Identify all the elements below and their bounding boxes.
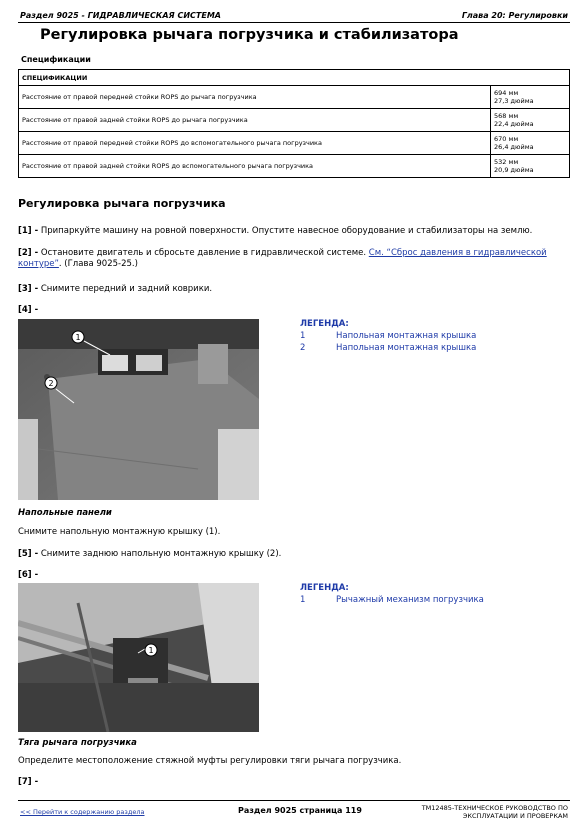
- legend-item: 1 Рычажный механизм погрузчика: [300, 595, 484, 605]
- callout-1: 1: [75, 333, 81, 342]
- table-row: [19, 132, 570, 155]
- floor-panels-photo: [18, 319, 259, 500]
- header-chapter: Глава 20: Регулировки: [461, 11, 568, 20]
- spec-label: Расстояние от правой задней стойки ROPS до рычага погрузчика: [19, 109, 491, 132]
- header-section: Раздел 9025 - ГИДРАВЛИЧЕСКАЯ СИСТЕМА: [20, 11, 221, 20]
- figure2-caption: Тяга рычага погрузчика: [18, 738, 137, 748]
- header-divider: [18, 22, 570, 23]
- figure1-caption: Напольные панели: [18, 508, 112, 518]
- figure2-legend: [300, 582, 484, 606]
- step-6: [6] -: [18, 570, 39, 580]
- spec-table: [18, 69, 570, 178]
- legend-item: 2 Напольная монтажная крышка: [300, 343, 477, 353]
- page-title: Регулировка рычага погрузчика и стабилизатора: [40, 27, 459, 43]
- spec-value: 568 мм 22,4 дюйма: [491, 109, 570, 132]
- footer-divider: [18, 800, 570, 801]
- legend-item: 1 Напольная монтажная крышка: [300, 331, 477, 341]
- spec-value: 532 мм 20,9 дюйма: [491, 155, 570, 178]
- figure1-text: Снимите напольную монтажную крышку (1).: [18, 527, 221, 537]
- step-2: [2] - Остановите двигатель и сбросьте давление в гидравлической системе. См. “Сброс давления в гидравлической контуре”. (Глава 9025-25.): [18, 248, 547, 269]
- floor-panels-illustration: [18, 319, 259, 500]
- spec-label: Расстояние от правой передней стойки ROPS до вспомогательного рычага погрузчика: [19, 132, 491, 155]
- figure2-text: Определите местоположение стяжной муфты регулировки тяги рычага погрузчика.: [18, 756, 402, 766]
- figure1-legend: [300, 318, 476, 354]
- spec-value: 670 мм 26,4 дюйма: [491, 132, 570, 155]
- step-7: [7] -: [18, 777, 39, 787]
- table-row: [19, 155, 570, 178]
- step-1: [1] - Припаркуйте машину на ровной поверхности. Опустите навесное оборудование и стабилизаторы на землю.: [18, 226, 533, 236]
- spec-table-header-cell: СПЕЦИФИКАЦИИ: [19, 70, 570, 86]
- spec-table-header: [19, 70, 570, 86]
- section-title: Регулировка рычага погрузчика: [18, 197, 226, 210]
- step-4: [4] -: [18, 305, 39, 315]
- loader-linkage-photo: [18, 583, 259, 732]
- pressure-release-link-cont[interactable]: контуре”: [18, 259, 59, 269]
- callout-2: 2: [48, 379, 54, 388]
- legend-title: ЛЕГЕНДА:: [300, 583, 349, 593]
- legend-title: ЛЕГЕНДА:: [300, 319, 349, 329]
- loader-linkage-illustration: [18, 583, 259, 732]
- table-row: [19, 86, 570, 109]
- pressure-release-link[interactable]: См. “Сброс давления в гидравлической: [368, 248, 547, 258]
- page-header: [18, 8, 570, 22]
- toc-link[interactable]: << Перейти к содержанию раздела: [20, 808, 145, 816]
- page-number: Раздел 9025 страница 119: [238, 806, 362, 815]
- spec-label: Расстояние от правой передней стойки ROPS до рычага погрузчика: [19, 86, 491, 109]
- manual-title: TM12485-ТЕХНИЧЕСКОЕ РУКОВОДСТВО ПО ЭКСПЛУАТАЦИИ И ПРОВЕРКАМ: [421, 804, 568, 820]
- spec-label: Расстояние от правой задней стойки ROPS до вспомогательного рычага погрузчика: [19, 155, 491, 178]
- spec-heading: Спецификации: [21, 55, 91, 64]
- table-row: [19, 109, 570, 132]
- callout-1: 1: [148, 646, 154, 655]
- spec-value: 694 мм 27,3 дюйма: [491, 86, 570, 109]
- step-3: [3] - Снимите передний и задний коврики.: [18, 284, 213, 294]
- step-5: [5] - Снимите заднюю напольную монтажную крышку (2).: [18, 549, 282, 559]
